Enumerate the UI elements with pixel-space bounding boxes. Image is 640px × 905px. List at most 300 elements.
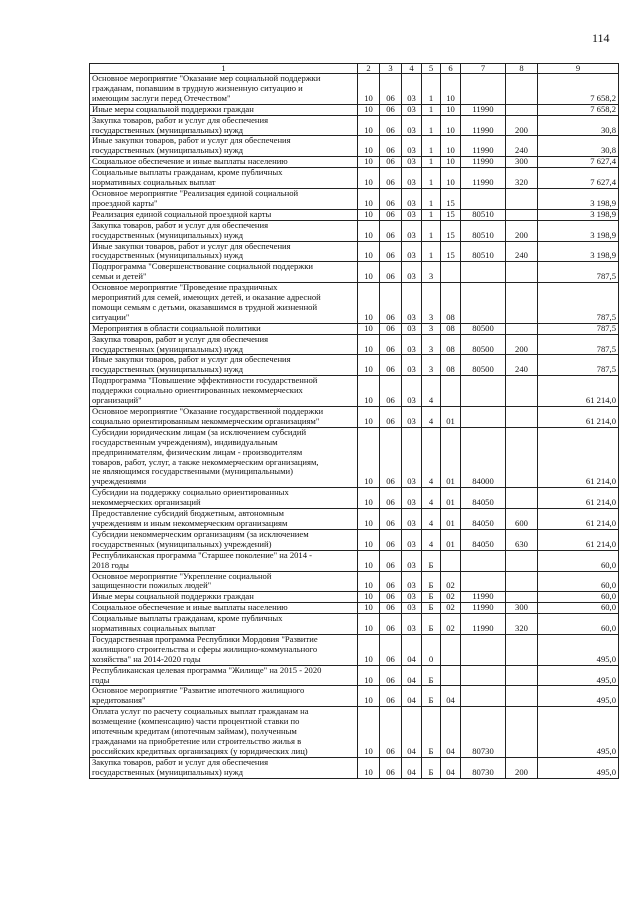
- row-name-cell: Основное мероприятие "Оказание мер социальной поддержки гражданам, попавшим в трудную жизненную ситуацию и имеющим заслуги перед Отечеством": [90, 74, 358, 105]
- code-direction-cell: 80730: [461, 707, 506, 758]
- amount-cell: 60,0: [538, 603, 619, 614]
- amount-cell: 61 214,0: [538, 509, 619, 530]
- code-program-cell: 03: [402, 168, 422, 189]
- code-expense-type-cell: [506, 488, 538, 509]
- code-subprogram-cell: 1: [422, 115, 441, 136]
- amount-cell: 30,8: [538, 115, 619, 136]
- code-expense-type-cell: [506, 283, 538, 324]
- code-subprogram-cell: 1: [422, 188, 441, 209]
- amount-cell: 495,0: [538, 686, 619, 707]
- row-name-cell: Закупка товаров, работ и услуг для обеспечения государственных (муниципальных) нужд: [90, 115, 358, 136]
- code-subprogram-cell: 0: [422, 634, 441, 665]
- code-expense-type-cell: 630: [506, 529, 538, 550]
- code-activity-cell: 08: [441, 323, 461, 334]
- table-body: [90, 74, 619, 779]
- code-activity-cell: 15: [441, 188, 461, 209]
- code-activity-cell: 15: [441, 209, 461, 220]
- code-program-cell: 03: [402, 427, 422, 487]
- code-section-cell: 10: [358, 634, 380, 665]
- code-expense-type-cell: 240: [506, 136, 538, 157]
- table-row: [90, 686, 619, 707]
- code-direction-cell: 11990: [461, 115, 506, 136]
- code-subsection-cell: 06: [380, 550, 402, 571]
- code-section-cell: 10: [358, 407, 380, 428]
- row-name-cell: Республиканская программа "Старшее поколение" на 2014 - 2018 годы: [90, 550, 358, 571]
- code-subsection-cell: 06: [380, 707, 402, 758]
- code-activity-cell: 04: [441, 757, 461, 778]
- code-expense-type-cell: [506, 571, 538, 592]
- table-row: [90, 665, 619, 686]
- code-expense-type-cell: [506, 407, 538, 428]
- amount-cell: 61 214,0: [538, 488, 619, 509]
- code-direction-cell: [461, 686, 506, 707]
- code-expense-type-cell: [506, 686, 538, 707]
- code-activity-cell: 10: [441, 74, 461, 105]
- amount-cell: 787,5: [538, 334, 619, 355]
- code-subprogram-cell: 1: [422, 220, 441, 241]
- code-activity-cell: [441, 262, 461, 283]
- code-subprogram-cell: 1: [422, 168, 441, 189]
- amount-cell: 60,0: [538, 571, 619, 592]
- code-subprogram-cell: 3: [422, 262, 441, 283]
- row-name-cell: Оплата услуг по расчету социальных выплат гражданам на возмещение (компенсацию) части процентной ставки по ипотечным кредитам (ипотечным займам), полученным гражданами на приобретение или строительство жилья в российских кредитных организациях (у юридических лиц): [90, 707, 358, 758]
- table-row: [90, 283, 619, 324]
- code-expense-type-cell: [506, 376, 538, 407]
- code-activity-cell: 10: [441, 104, 461, 115]
- code-subprogram-cell: 4: [422, 427, 441, 487]
- code-section-cell: 10: [358, 592, 380, 603]
- table-row: [90, 115, 619, 136]
- amount-cell: 30,8: [538, 136, 619, 157]
- row-name-cell: Социальные выплаты гражданам, кроме публичных нормативных социальных выплат: [90, 168, 358, 189]
- code-direction-cell: 80500: [461, 355, 506, 376]
- code-direction-cell: [461, 74, 506, 105]
- table-row: [90, 571, 619, 592]
- amount-cell: 495,0: [538, 707, 619, 758]
- code-activity-cell: 01: [441, 529, 461, 550]
- row-name-cell: Реализация единой социальной проездной карты: [90, 209, 358, 220]
- row-name-cell: Социальное обеспечение и иные выплаты населению: [90, 157, 358, 168]
- code-program-cell: 03: [402, 262, 422, 283]
- code-section-cell: 10: [358, 283, 380, 324]
- code-expense-type-cell: [506, 188, 538, 209]
- code-activity-cell: 01: [441, 407, 461, 428]
- code-subprogram-cell: Б: [422, 665, 441, 686]
- code-program-cell: 03: [402, 603, 422, 614]
- code-subsection-cell: 06: [380, 220, 402, 241]
- code-subsection-cell: 06: [380, 509, 402, 530]
- column-header: 8: [506, 64, 538, 74]
- table-row: [90, 262, 619, 283]
- amount-cell: 61 214,0: [538, 529, 619, 550]
- code-activity-cell: 01: [441, 488, 461, 509]
- code-direction-cell: 11990: [461, 168, 506, 189]
- code-program-cell: 03: [402, 283, 422, 324]
- code-subprogram-cell: 1: [422, 74, 441, 105]
- code-subsection-cell: 06: [380, 614, 402, 635]
- row-name-cell: Основное мероприятие "Оказание государственной поддержки социально ориентированным некоммерческим организациям": [90, 407, 358, 428]
- code-section-cell: 10: [358, 323, 380, 334]
- code-subprogram-cell: 4: [422, 376, 441, 407]
- code-section-cell: 10: [358, 707, 380, 758]
- amount-cell: 61 214,0: [538, 407, 619, 428]
- code-subsection-cell: 06: [380, 488, 402, 509]
- code-activity-cell: [441, 376, 461, 407]
- code-direction-cell: [461, 634, 506, 665]
- code-program-cell: 03: [402, 614, 422, 635]
- code-subsection-cell: 06: [380, 376, 402, 407]
- table-row: [90, 529, 619, 550]
- row-name-cell: Иные закупки товаров, работ и услуг для обеспечения государственных (муниципальных) нужд: [90, 241, 358, 262]
- code-direction-cell: 80730: [461, 757, 506, 778]
- code-subsection-cell: 06: [380, 104, 402, 115]
- code-activity-cell: 15: [441, 220, 461, 241]
- code-activity-cell: 08: [441, 334, 461, 355]
- code-expense-type-cell: [506, 707, 538, 758]
- code-subsection-cell: 06: [380, 603, 402, 614]
- table-row: [90, 509, 619, 530]
- code-section-cell: 10: [358, 509, 380, 530]
- code-direction-cell: 84000: [461, 427, 506, 487]
- table-row: [90, 209, 619, 220]
- amount-cell: 495,0: [538, 665, 619, 686]
- code-activity-cell: 04: [441, 686, 461, 707]
- code-expense-type-cell: [506, 74, 538, 105]
- amount-cell: 7 658,2: [538, 74, 619, 105]
- column-header: 2: [358, 64, 380, 74]
- row-name-cell: Закупка товаров, работ и услуг для обеспечения государственных (муниципальных) нужд: [90, 757, 358, 778]
- table-row: [90, 427, 619, 487]
- code-activity-cell: 02: [441, 571, 461, 592]
- column-header: 4: [402, 64, 422, 74]
- amount-cell: 787,5: [538, 283, 619, 324]
- code-subprogram-cell: Б: [422, 571, 441, 592]
- code-program-cell: 03: [402, 488, 422, 509]
- code-activity-cell: [441, 550, 461, 571]
- code-direction-cell: 11990: [461, 614, 506, 635]
- table-row: [90, 707, 619, 758]
- code-subsection-cell: 06: [380, 665, 402, 686]
- code-section-cell: 10: [358, 334, 380, 355]
- code-activity-cell: 10: [441, 168, 461, 189]
- code-expense-type-cell: [506, 104, 538, 115]
- code-expense-type-cell: [506, 262, 538, 283]
- code-section-cell: 10: [358, 603, 380, 614]
- budget-table: [89, 63, 619, 779]
- code-expense-type-cell: [506, 550, 538, 571]
- code-expense-type-cell: 320: [506, 614, 538, 635]
- code-direction-cell: 11990: [461, 136, 506, 157]
- code-section-cell: 10: [358, 136, 380, 157]
- row-name-cell: Субсидии на поддержку социально ориентированных некоммерческих организаций: [90, 488, 358, 509]
- code-direction-cell: 80510: [461, 209, 506, 220]
- code-expense-type-cell: 200: [506, 757, 538, 778]
- code-direction-cell: 11990: [461, 104, 506, 115]
- code-direction-cell: [461, 407, 506, 428]
- code-program-cell: 04: [402, 707, 422, 758]
- code-subprogram-cell: 3: [422, 283, 441, 324]
- code-expense-type-cell: [506, 323, 538, 334]
- code-section-cell: 10: [358, 262, 380, 283]
- table-row: [90, 241, 619, 262]
- amount-cell: 495,0: [538, 757, 619, 778]
- code-program-cell: 03: [402, 592, 422, 603]
- column-header: 9: [538, 64, 619, 74]
- row-name-cell: Иные закупки товаров, работ и услуг для обеспечения государственных (муниципальных) нужд: [90, 136, 358, 157]
- code-section-cell: 10: [358, 188, 380, 209]
- code-section-cell: 10: [358, 157, 380, 168]
- code-program-cell: 03: [402, 529, 422, 550]
- row-name-cell: Иные закупки товаров, работ и услуг для обеспечения государственных (муниципальных) нужд: [90, 355, 358, 376]
- code-section-cell: 10: [358, 220, 380, 241]
- code-subsection-cell: 06: [380, 686, 402, 707]
- code-subsection-cell: 06: [380, 157, 402, 168]
- table-row: [90, 220, 619, 241]
- amount-cell: 7 627,4: [538, 168, 619, 189]
- code-section-cell: 10: [358, 241, 380, 262]
- code-subprogram-cell: Б: [422, 757, 441, 778]
- amount-cell: 7 658,2: [538, 104, 619, 115]
- code-subsection-cell: 06: [380, 571, 402, 592]
- code-subsection-cell: 06: [380, 283, 402, 324]
- amount-cell: 787,5: [538, 323, 619, 334]
- code-section-cell: 10: [358, 168, 380, 189]
- code-expense-type-cell: 300: [506, 603, 538, 614]
- table-row: [90, 757, 619, 778]
- code-direction-cell: 80510: [461, 220, 506, 241]
- code-subprogram-cell: Б: [422, 603, 441, 614]
- code-subsection-cell: 06: [380, 757, 402, 778]
- code-program-cell: 03: [402, 74, 422, 105]
- table-row: [90, 136, 619, 157]
- row-name-cell: Мероприятия в области социальной политики: [90, 323, 358, 334]
- code-activity-cell: 04: [441, 707, 461, 758]
- row-name-cell: Закупка товаров, работ и услуг для обеспечения государственных (муниципальных) нужд: [90, 220, 358, 241]
- code-expense-type-cell: 300: [506, 157, 538, 168]
- code-direction-cell: [461, 376, 506, 407]
- code-activity-cell: [441, 634, 461, 665]
- code-section-cell: 10: [358, 74, 380, 105]
- table-row: [90, 634, 619, 665]
- row-name-cell: Подпрограмма "Повышение эффективности государственной поддержки социально ориентированных некоммерческих организаций": [90, 376, 358, 407]
- code-program-cell: 04: [402, 634, 422, 665]
- code-section-cell: 10: [358, 209, 380, 220]
- code-subsection-cell: 06: [380, 188, 402, 209]
- column-header: 5: [422, 64, 441, 74]
- row-name-cell: Социальные выплаты гражданам, кроме публичных нормативных социальных выплат: [90, 614, 358, 635]
- code-subprogram-cell: 4: [422, 488, 441, 509]
- code-activity-cell: 02: [441, 592, 461, 603]
- column-header: 6: [441, 64, 461, 74]
- code-program-cell: 03: [402, 241, 422, 262]
- code-section-cell: 10: [358, 488, 380, 509]
- code-section-cell: 10: [358, 376, 380, 407]
- amount-cell: 60,0: [538, 592, 619, 603]
- code-direction-cell: 11990: [461, 157, 506, 168]
- amount-cell: 3 198,9: [538, 220, 619, 241]
- code-direction-cell: 84050: [461, 509, 506, 530]
- code-expense-type-cell: [506, 634, 538, 665]
- code-subprogram-cell: 3: [422, 334, 441, 355]
- code-subsection-cell: 06: [380, 529, 402, 550]
- code-program-cell: 03: [402, 104, 422, 115]
- code-direction-cell: 84050: [461, 488, 506, 509]
- code-subsection-cell: 06: [380, 634, 402, 665]
- code-activity-cell: 08: [441, 355, 461, 376]
- code-direction-cell: 80500: [461, 323, 506, 334]
- code-activity-cell: 10: [441, 115, 461, 136]
- code-section-cell: 10: [358, 686, 380, 707]
- row-name-cell: Основное мероприятие "Реализация единой социальной проездной карты": [90, 188, 358, 209]
- code-activity-cell: 10: [441, 157, 461, 168]
- column-header: 7: [461, 64, 506, 74]
- code-direction-cell: [461, 188, 506, 209]
- table-row: [90, 355, 619, 376]
- code-section-cell: 10: [358, 614, 380, 635]
- code-activity-cell: 02: [441, 603, 461, 614]
- amount-cell: 787,5: [538, 262, 619, 283]
- code-subprogram-cell: 1: [422, 241, 441, 262]
- row-name-cell: Социальное обеспечение и иные выплаты населению: [90, 603, 358, 614]
- code-program-cell: 03: [402, 376, 422, 407]
- table-row: [90, 488, 619, 509]
- table-row: [90, 334, 619, 355]
- code-program-cell: 03: [402, 334, 422, 355]
- code-expense-type-cell: [506, 209, 538, 220]
- code-subsection-cell: 06: [380, 262, 402, 283]
- amount-cell: 7 627,4: [538, 157, 619, 168]
- table-row: [90, 323, 619, 334]
- row-name-cell: Иные меры социальной поддержки граждан: [90, 592, 358, 603]
- amount-cell: 61 214,0: [538, 376, 619, 407]
- table-header-row: [90, 64, 619, 74]
- amount-cell: 787,5: [538, 355, 619, 376]
- row-name-cell: Основное мероприятие "Укрепление социальной защищенности пожилых людей": [90, 571, 358, 592]
- row-name-cell: Подпрограмма "Совершенствование социальной поддержки семьи и детей": [90, 262, 358, 283]
- row-name-cell: Закупка товаров, работ и услуг для обеспечения государственных (муниципальных) нужд: [90, 334, 358, 355]
- code-subprogram-cell: 1: [422, 209, 441, 220]
- code-subprogram-cell: Б: [422, 592, 441, 603]
- code-direction-cell: 84050: [461, 529, 506, 550]
- table-row: [90, 614, 619, 635]
- table-row: [90, 188, 619, 209]
- row-name-cell: Основное мероприятие "Развитие ипотечного жилищного кредитования": [90, 686, 358, 707]
- code-subsection-cell: 06: [380, 74, 402, 105]
- code-subprogram-cell: 4: [422, 509, 441, 530]
- code-section-cell: 10: [358, 571, 380, 592]
- code-program-cell: 03: [402, 136, 422, 157]
- code-program-cell: 03: [402, 571, 422, 592]
- amount-cell: 3 198,9: [538, 241, 619, 262]
- code-subprogram-cell: 1: [422, 157, 441, 168]
- table-row: [90, 104, 619, 115]
- amount-cell: 60,0: [538, 550, 619, 571]
- code-subprogram-cell: Б: [422, 686, 441, 707]
- code-subsection-cell: 06: [380, 136, 402, 157]
- code-program-cell: 04: [402, 686, 422, 707]
- code-direction-cell: 80500: [461, 334, 506, 355]
- code-subprogram-cell: 3: [422, 355, 441, 376]
- code-subprogram-cell: 4: [422, 529, 441, 550]
- code-subprogram-cell: Б: [422, 614, 441, 635]
- amount-cell: 3 198,9: [538, 188, 619, 209]
- code-section-cell: 10: [358, 104, 380, 115]
- code-program-cell: 03: [402, 509, 422, 530]
- code-program-cell: 03: [402, 115, 422, 136]
- amount-cell: 60,0: [538, 614, 619, 635]
- table-row: [90, 407, 619, 428]
- row-name-cell: Субсидии некоммерческим организациям (за исключением государственных (муниципальных) учреждений): [90, 529, 358, 550]
- code-direction-cell: 80510: [461, 241, 506, 262]
- row-name-cell: Иные меры социальной поддержки граждан: [90, 104, 358, 115]
- code-subsection-cell: 06: [380, 323, 402, 334]
- table-row: [90, 376, 619, 407]
- code-subprogram-cell: 1: [422, 104, 441, 115]
- code-activity-cell: 15: [441, 241, 461, 262]
- code-section-cell: 10: [358, 115, 380, 136]
- row-name-cell: Республиканская целевая программа "Жилище" на 2015 - 2020 годы: [90, 665, 358, 686]
- code-section-cell: 10: [358, 665, 380, 686]
- code-expense-type-cell: 240: [506, 241, 538, 262]
- code-subsection-cell: 06: [380, 168, 402, 189]
- code-direction-cell: [461, 283, 506, 324]
- column-header: 3: [380, 64, 402, 74]
- table-row: [90, 592, 619, 603]
- code-program-cell: 03: [402, 355, 422, 376]
- code-subsection-cell: 06: [380, 407, 402, 428]
- code-section-cell: 10: [358, 427, 380, 487]
- code-section-cell: 10: [358, 355, 380, 376]
- code-expense-type-cell: [506, 592, 538, 603]
- code-subprogram-cell: 4: [422, 407, 441, 428]
- code-program-cell: 03: [402, 220, 422, 241]
- code-activity-cell: 10: [441, 136, 461, 157]
- table-row: [90, 168, 619, 189]
- row-name-cell: Государственная программа Республики Мордовия "Развитие жилищного строительства и сферы жилищно-коммунального хозяйства" на 2014-2020 годы: [90, 634, 358, 665]
- code-expense-type-cell: 200: [506, 334, 538, 355]
- code-subsection-cell: 06: [380, 592, 402, 603]
- table-row: [90, 157, 619, 168]
- code-direction-cell: [461, 550, 506, 571]
- code-expense-type-cell: 320: [506, 168, 538, 189]
- code-subsection-cell: 06: [380, 115, 402, 136]
- code-activity-cell: 01: [441, 509, 461, 530]
- code-subsection-cell: 06: [380, 427, 402, 487]
- code-program-cell: 03: [402, 323, 422, 334]
- code-activity-cell: 02: [441, 614, 461, 635]
- code-program-cell: 03: [402, 550, 422, 571]
- code-subsection-cell: 06: [380, 355, 402, 376]
- amount-cell: 495,0: [538, 634, 619, 665]
- code-subprogram-cell: Б: [422, 707, 441, 758]
- code-section-cell: 10: [358, 757, 380, 778]
- amount-cell: 61 214,0: [538, 427, 619, 487]
- code-direction-cell: [461, 262, 506, 283]
- code-program-cell: 04: [402, 757, 422, 778]
- code-direction-cell: [461, 571, 506, 592]
- code-expense-type-cell: 600: [506, 509, 538, 530]
- code-subsection-cell: 06: [380, 334, 402, 355]
- code-subprogram-cell: 1: [422, 136, 441, 157]
- amount-cell: 3 198,9: [538, 209, 619, 220]
- code-activity-cell: [441, 665, 461, 686]
- table-row: [90, 603, 619, 614]
- table-row: [90, 550, 619, 571]
- code-activity-cell: 08: [441, 283, 461, 324]
- code-section-cell: 10: [358, 529, 380, 550]
- code-program-cell: 03: [402, 407, 422, 428]
- code-expense-type-cell: 200: [506, 115, 538, 136]
